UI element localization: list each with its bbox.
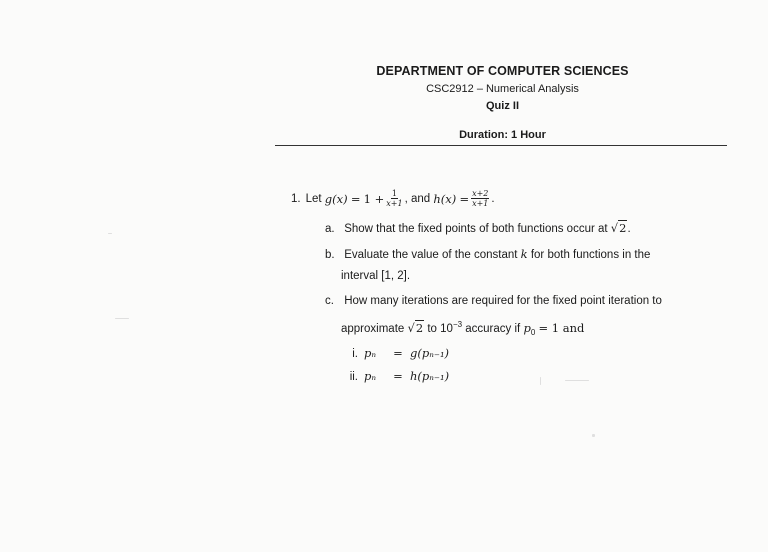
- header-divider: [275, 145, 727, 146]
- end-punct: .: [491, 192, 495, 205]
- department-heading: DEPARTMENT OF COMPUTER SCIENCES: [376, 64, 629, 78]
- scan-smudge: [115, 318, 129, 319]
- part-c-text: How many iterations are required for the fixed point iteration to: [344, 295, 662, 307]
- scan-smudge: [540, 377, 541, 385]
- g-fraction-denominator: x+1: [386, 199, 403, 208]
- quiz-title: Quiz II: [486, 100, 519, 112]
- to-ten: to 10: [427, 322, 453, 335]
- duration-text: Duration: 1 Hour: [459, 129, 546, 141]
- p-zero: p: [523, 320, 531, 335]
- part-a-label: a.: [325, 223, 335, 235]
- g-function-lhs: g(x): [324, 191, 348, 206]
- question-1-stem: [291, 189, 495, 208]
- equals-sign-2: =: [459, 191, 470, 206]
- sub-item-i: [340, 346, 449, 360]
- sub-item-ii: [340, 369, 449, 383]
- scan-smudge: [592, 434, 595, 437]
- comma-and: , and: [404, 192, 431, 205]
- scan-smudge: [565, 380, 589, 381]
- approximate-text: approximate: [341, 322, 405, 335]
- let-text: Let: [305, 192, 322, 205]
- sub-ii-rhs: h(pₙ₋₁): [410, 369, 450, 383]
- part-b-line-1: [325, 247, 650, 261]
- h-fraction-denominator: x+1: [472, 199, 489, 208]
- part-c-line-1: [325, 295, 662, 307]
- g-fraction-numerator: 1: [391, 189, 397, 198]
- constant-k: k: [520, 247, 528, 261]
- one-plus: 1 +: [363, 191, 385, 206]
- sub-i-eq: =: [393, 346, 403, 360]
- part-a-end: .: [627, 223, 631, 235]
- h-fraction-numerator: x+2: [472, 189, 489, 198]
- sqrt-two: √2: [610, 221, 627, 235]
- g-fraction: [386, 189, 402, 208]
- part-b-text-1: Evaluate the value of the constant: [344, 249, 518, 261]
- scan-smudge: [108, 233, 112, 234]
- exponent: −3: [452, 320, 463, 329]
- accuracy-text: accuracy if: [465, 322, 521, 335]
- h-function-lhs: h(x): [433, 191, 457, 206]
- p-zero-sub: 0: [530, 328, 536, 338]
- part-b-label: b.: [325, 249, 335, 261]
- sub-i-label: i.: [352, 348, 358, 360]
- h-fraction: [471, 189, 489, 208]
- part-b-text-2: for both functions in the: [530, 249, 651, 261]
- sub-ii-label: ii.: [349, 371, 358, 383]
- sqrt-two-c: √2: [407, 320, 424, 335]
- part-c-label: c.: [325, 295, 334, 307]
- equals-sign: =: [350, 191, 361, 206]
- part-c-line-2: [341, 320, 584, 337]
- course-title: CSC2912 – Numerical Analysis: [426, 83, 579, 95]
- part-a-text: Show that the fixed points of both functions occur at: [344, 223, 608, 235]
- eq-one-and: = 1 and: [538, 320, 585, 335]
- part-a: [325, 221, 631, 235]
- question-number: 1.: [291, 192, 301, 205]
- sub-ii-lhs: pₙ: [364, 369, 377, 383]
- sub-ii-eq: =: [393, 369, 403, 383]
- part-b-line-2: interval [1, 2].: [341, 270, 411, 282]
- sub-i-lhs: pₙ: [364, 346, 377, 360]
- sub-i-rhs: g(pₙ₋₁): [410, 346, 450, 360]
